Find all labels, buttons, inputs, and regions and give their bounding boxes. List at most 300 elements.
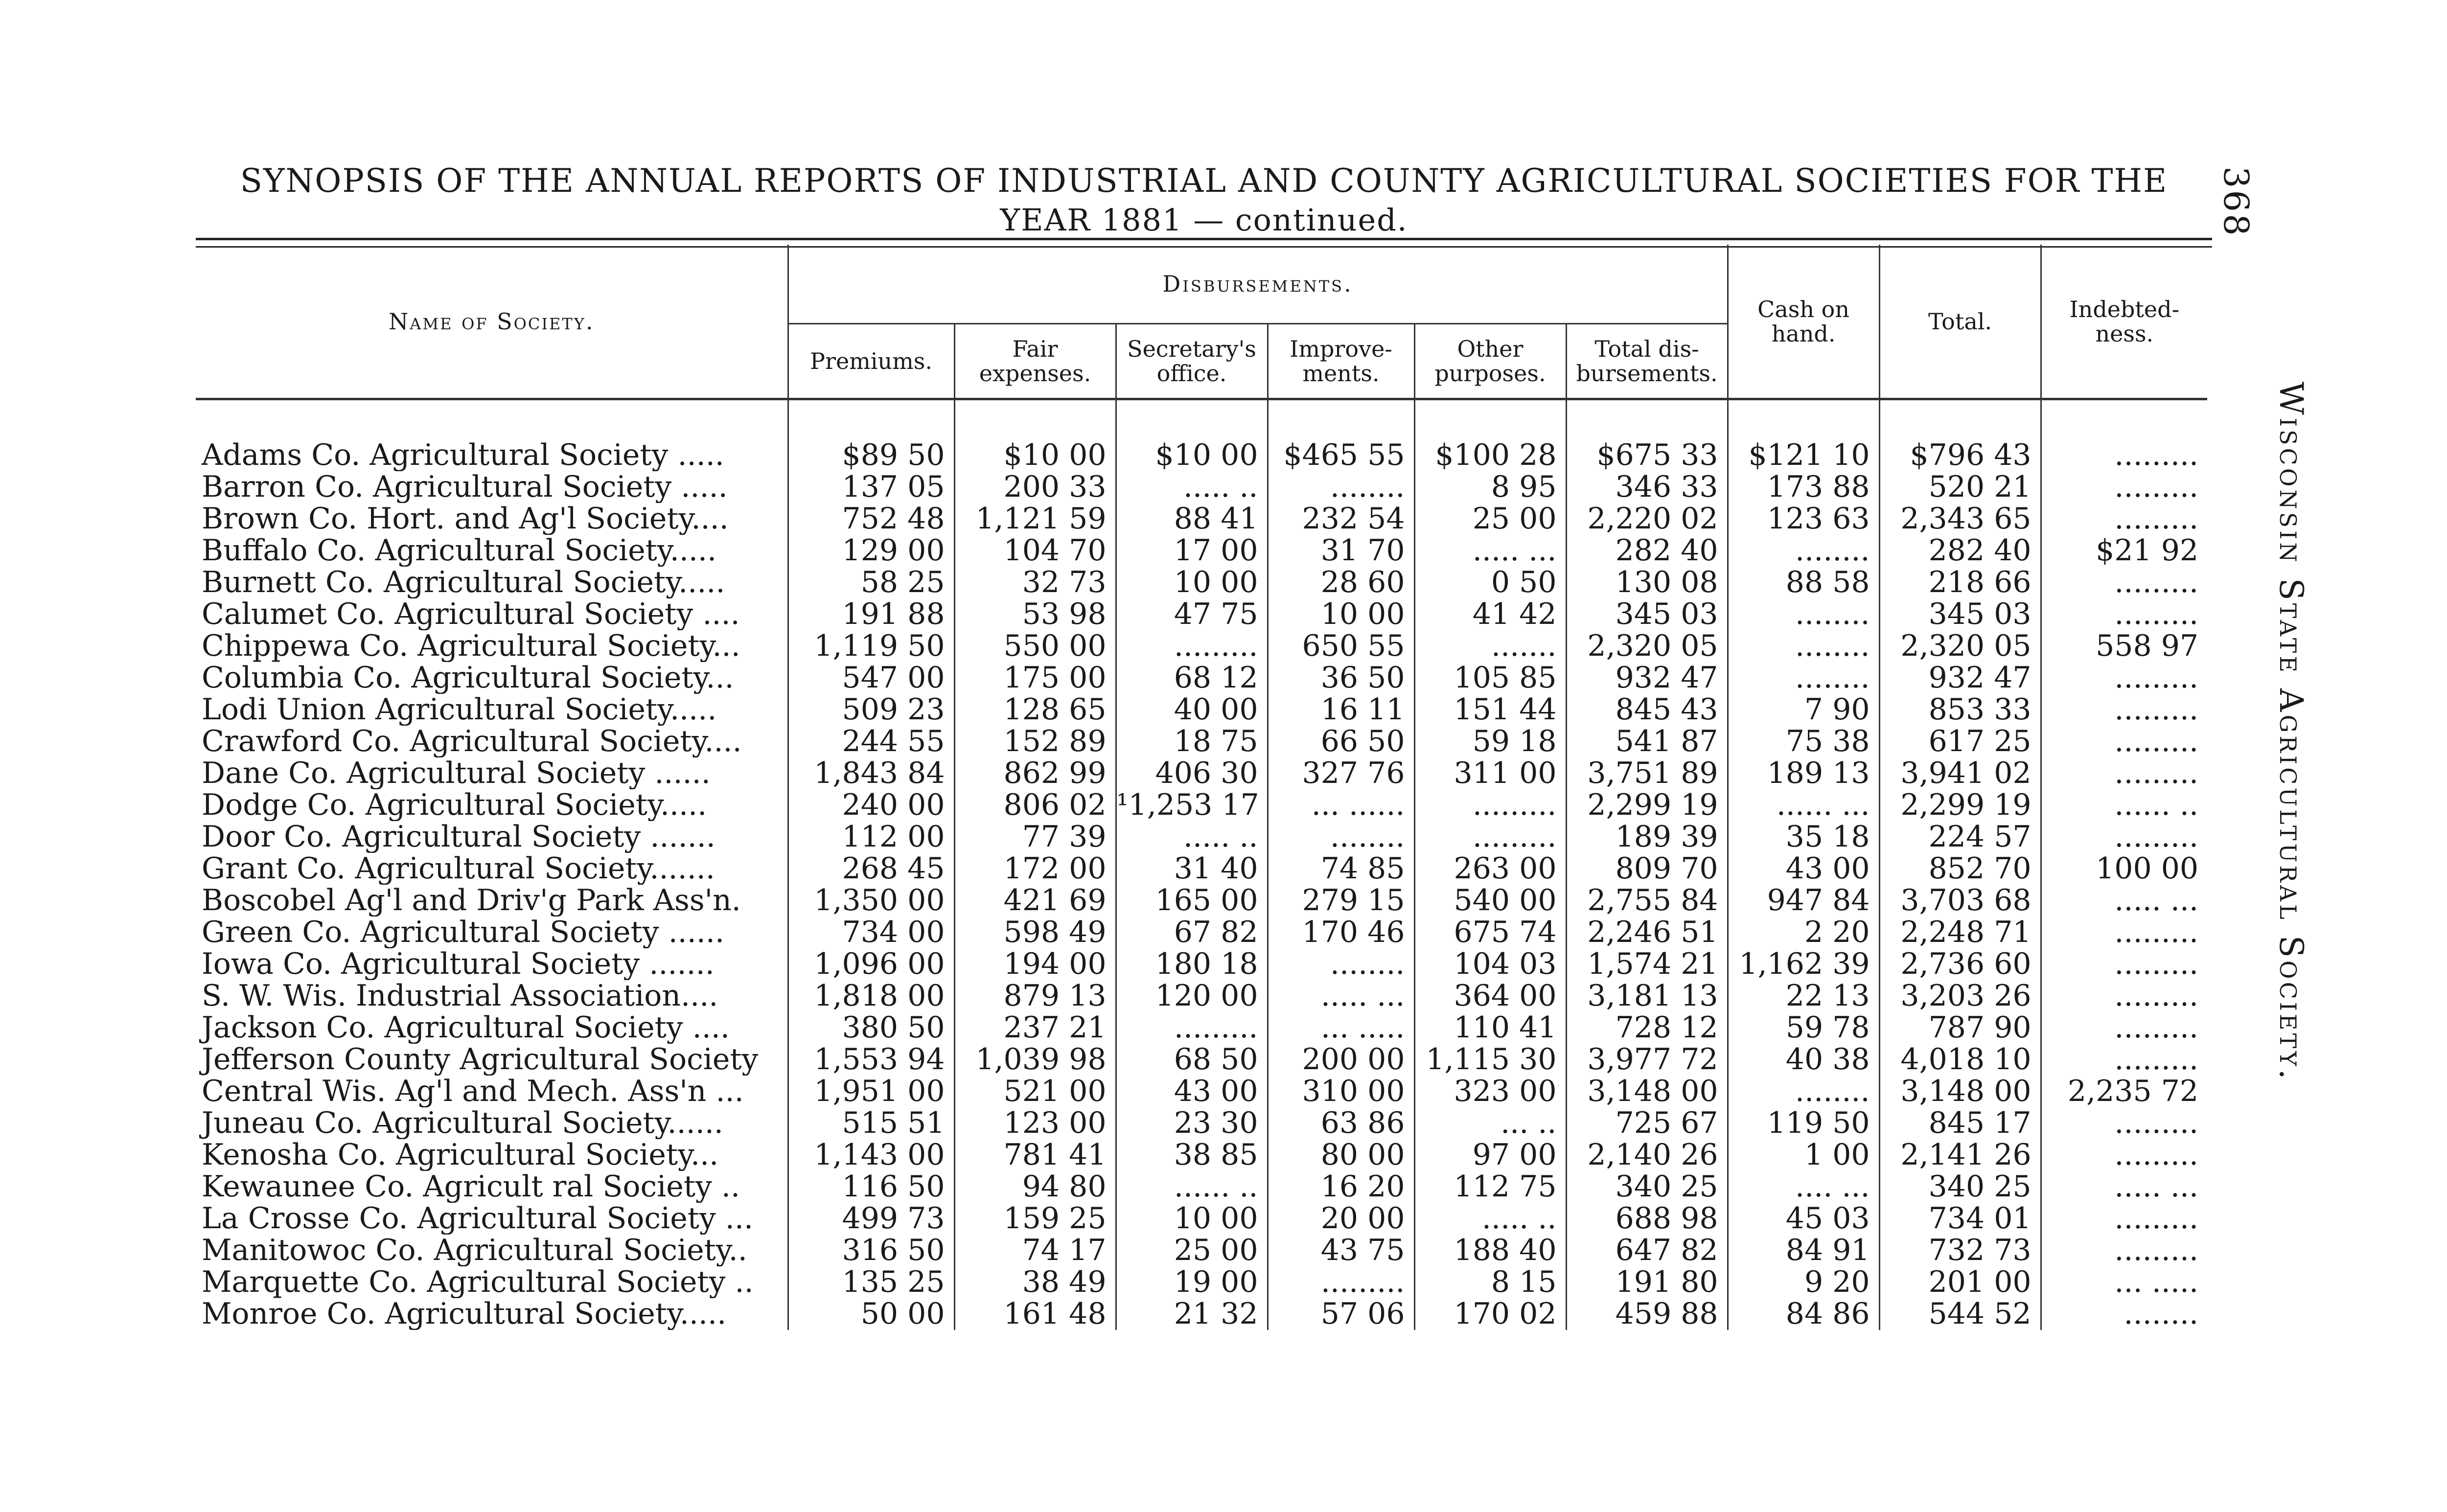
fair-expenses-cell: 1,121 59 bbox=[954, 503, 1116, 535]
fair-expenses-cell: 781 41 bbox=[954, 1139, 1116, 1171]
improvements-cell: ........ bbox=[1268, 821, 1414, 853]
secretary-office-cell: 67 82 bbox=[1116, 916, 1268, 948]
table-row bbox=[196, 399, 2207, 472]
indebtedness-cell: ......... bbox=[2041, 503, 2207, 535]
fair-expenses-cell: 550 00 bbox=[954, 630, 1116, 662]
society-name: S. W. Wis. Industrial Association.... bbox=[202, 980, 718, 1012]
improvements-cell: ........ bbox=[1268, 471, 1414, 503]
indebtedness-cell: ......... bbox=[2041, 1139, 2207, 1171]
cash-on-hand-cell: 9 20 bbox=[1728, 1266, 1879, 1298]
total-disbursements-cell: 340 25 bbox=[1566, 1171, 1728, 1203]
society-name: Chippewa Co. Agricultural Society... bbox=[202, 630, 740, 662]
fair-expenses-cell: 128 65 bbox=[954, 694, 1116, 726]
society-name: Dodge Co. Agricultural Society..... bbox=[202, 789, 707, 821]
cash-on-hand-cell: 84 86 bbox=[1728, 1298, 1879, 1330]
fair-expenses-cell: 200 33 bbox=[954, 471, 1116, 503]
total-disbursements-cell: 2,140 26 bbox=[1566, 1139, 1728, 1171]
indebtedness-cell: 100 00 bbox=[2041, 853, 2207, 885]
total-disbursements-cell: 3,181 13 bbox=[1566, 980, 1728, 1012]
secretary-office-cell: ..... .. bbox=[1116, 821, 1268, 853]
other-purposes-cell: 8 95 bbox=[1414, 471, 1566, 503]
table-row bbox=[196, 1139, 2207, 1171]
fair-expenses-cell: 38 49 bbox=[954, 1266, 1116, 1298]
total-disbursements-cell: 932 47 bbox=[1566, 662, 1728, 694]
total-cell: 2,248 71 bbox=[1879, 916, 2041, 948]
fair-expenses-cell: 421 69 bbox=[954, 885, 1116, 916]
secretary-office-cell: 40 00 bbox=[1116, 694, 1268, 726]
total-cell: 852 70 bbox=[1879, 853, 2041, 885]
table-row bbox=[196, 726, 2207, 757]
premiums-cell: 50 00 bbox=[788, 1298, 954, 1330]
total-cell: 2,343 65 bbox=[1879, 503, 2041, 535]
total-cell: 2,141 26 bbox=[1879, 1139, 2041, 1171]
total-disbursements-cell: $675 33 bbox=[1566, 399, 1728, 472]
premiums-cell: 1,350 00 bbox=[788, 885, 954, 916]
improvements-cell: 80 00 bbox=[1268, 1139, 1414, 1171]
indebtedness-cell: 558 97 bbox=[2041, 630, 2207, 662]
cash-on-hand-header: Cash on hand. bbox=[1728, 245, 1879, 399]
total-cell: 3,203 26 bbox=[1879, 980, 2041, 1012]
cash-on-hand-cell: 43 00 bbox=[1728, 853, 1879, 885]
improvements-cell: 31 70 bbox=[1268, 535, 1414, 567]
total-cell: 340 25 bbox=[1879, 1171, 2041, 1203]
page-number: 368 bbox=[2216, 166, 2256, 238]
cash-on-hand-cell: ........ bbox=[1728, 598, 1879, 630]
improvements-cell: ... ..... bbox=[1268, 1012, 1414, 1044]
table-row bbox=[196, 789, 2207, 821]
other-purposes-cell: 311 00 bbox=[1414, 757, 1566, 789]
table-row bbox=[196, 1107, 2207, 1139]
indebtedness-cell: ...... .. bbox=[2041, 789, 2207, 821]
improvements-cell: 66 50 bbox=[1268, 726, 1414, 757]
premiums-cell: 1,553 94 bbox=[788, 1044, 954, 1076]
secretary-office-cell: 68 50 bbox=[1116, 1044, 1268, 1076]
indebtedness-cell: 2,235 72 bbox=[2041, 1076, 2207, 1107]
fair-expenses-cell: 152 89 bbox=[954, 726, 1116, 757]
total-disbursements-cell: 2,246 51 bbox=[1566, 916, 1728, 948]
indebtedness-header: Indebted-ness. bbox=[2041, 245, 2207, 399]
indebtedness-cell: ......... bbox=[2041, 662, 2207, 694]
cash-on-hand-cell: ........ bbox=[1728, 630, 1879, 662]
premiums-cell: 116 50 bbox=[788, 1171, 954, 1203]
society-name: Central Wis. Ag'l and Mech. Ass'n ... bbox=[202, 1076, 744, 1107]
premiums-cell: 240 00 bbox=[788, 789, 954, 821]
improvements-cell: 36 50 bbox=[1268, 662, 1414, 694]
fair-expenses-cell: 1,039 98 bbox=[954, 1044, 1116, 1076]
society-name: Lodi Union Agricultural Society..... bbox=[202, 694, 717, 726]
improvements-cell: 10 00 bbox=[1268, 598, 1414, 630]
improvements-header: Improve-ments. bbox=[1268, 324, 1414, 399]
secretary-office-cell: 88 41 bbox=[1116, 503, 1268, 535]
total-header: Total. bbox=[1879, 245, 2041, 399]
fair-expenses-cell: 598 49 bbox=[954, 916, 1116, 948]
other-purposes-cell: 540 00 bbox=[1414, 885, 1566, 916]
cash-on-hand-cell: ........ bbox=[1728, 1076, 1879, 1107]
society-name: Kewaunee Co. Agricult ral Society .. bbox=[202, 1171, 740, 1203]
premiums-cell: 191 88 bbox=[788, 598, 954, 630]
improvements-cell: 232 54 bbox=[1268, 503, 1414, 535]
improvements-cell: ........ bbox=[1268, 948, 1414, 980]
running-head: Wisconsin State Agricultural Society. bbox=[2272, 382, 2310, 1082]
society-name: Brown Co. Hort. and Ag'l Society.... bbox=[202, 503, 729, 535]
total-cell: 4,018 10 bbox=[1879, 1044, 2041, 1076]
total-disbursements-cell: 2,755 84 bbox=[1566, 885, 1728, 916]
other-purposes-cell: ..... ... bbox=[1414, 535, 1566, 567]
cash-on-hand-cell: 2 20 bbox=[1728, 916, 1879, 948]
society-name: Grant Co. Agricultural Society....... bbox=[202, 853, 715, 885]
table-body bbox=[196, 399, 2207, 1330]
premiums-cell: 1,843 84 bbox=[788, 757, 954, 789]
table-row bbox=[196, 471, 2207, 503]
indebtedness-cell: ... ..... bbox=[2041, 1266, 2207, 1298]
total-disbursements-cell: 191 80 bbox=[1566, 1266, 1728, 1298]
total-cell: 201 00 bbox=[1879, 1266, 2041, 1298]
other-purposes-cell: ..... .. bbox=[1414, 1203, 1566, 1235]
premiums-cell: 58 25 bbox=[788, 567, 954, 598]
cash-on-hand-cell: 75 38 bbox=[1728, 726, 1879, 757]
other-purposes-cell: 323 00 bbox=[1414, 1076, 1566, 1107]
indebtedness-cell: ......... bbox=[2041, 1012, 2207, 1044]
society-name: Jefferson County Agricultural Society bbox=[202, 1044, 759, 1076]
table-row bbox=[196, 980, 2207, 1012]
premiums-cell: 509 23 bbox=[788, 694, 954, 726]
total-disbursements-cell: 2,299 19 bbox=[1566, 789, 1728, 821]
indebtedness-cell: ......... bbox=[2041, 598, 2207, 630]
cash-on-hand-cell: 119 50 bbox=[1728, 1107, 1879, 1139]
other-purposes-cell: $100 28 bbox=[1414, 399, 1566, 472]
fair-expenses-cell: 94 80 bbox=[954, 1171, 1116, 1203]
premiums-cell: 380 50 bbox=[788, 1012, 954, 1044]
improvements-cell: 63 86 bbox=[1268, 1107, 1414, 1139]
cash-on-hand-cell: 45 03 bbox=[1728, 1203, 1879, 1235]
other-purposes-cell: 1,115 30 bbox=[1414, 1044, 1566, 1076]
premiums-cell: 244 55 bbox=[788, 726, 954, 757]
other-purposes-cell: 8 15 bbox=[1414, 1266, 1566, 1298]
total-cell: 345 03 bbox=[1879, 598, 2041, 630]
cash-on-hand-cell: 40 38 bbox=[1728, 1044, 1879, 1076]
other-purposes-cell: 97 00 bbox=[1414, 1139, 1566, 1171]
total-disbursements-cell: 688 98 bbox=[1566, 1203, 1728, 1235]
table-row bbox=[196, 916, 2207, 948]
other-purposes-cell: 151 44 bbox=[1414, 694, 1566, 726]
secretary-office-cell: 10 00 bbox=[1116, 567, 1268, 598]
indebtedness-cell: ......... bbox=[2041, 1107, 2207, 1139]
fair-expenses-cell: 806 02 bbox=[954, 789, 1116, 821]
total-disbursements-cell: 845 43 bbox=[1566, 694, 1728, 726]
indebtedness-cell: ......... bbox=[2041, 821, 2207, 853]
cash-on-hand-cell: .... ... bbox=[1728, 1171, 1879, 1203]
society-name: Kenosha Co. Agricultural Society... bbox=[202, 1139, 719, 1171]
table-row bbox=[196, 503, 2207, 535]
society-name: Columbia Co. Agricultural Society... bbox=[202, 662, 734, 694]
total-disbursements-cell: 541 87 bbox=[1566, 726, 1728, 757]
premiums-cell: 1,096 00 bbox=[788, 948, 954, 980]
society-name: Manitowoc Co. Agricultural Society.. bbox=[202, 1235, 747, 1266]
other-purposes-cell: 170 02 bbox=[1414, 1298, 1566, 1330]
cash-on-hand-cell: ........ bbox=[1728, 535, 1879, 567]
society-name: Boscobel Ag'l and Driv'g Park Ass'n. bbox=[202, 885, 741, 916]
other-purposes-cell: 25 00 bbox=[1414, 503, 1566, 535]
total-disbursements-cell: 809 70 bbox=[1566, 853, 1728, 885]
table-row bbox=[196, 1266, 2207, 1298]
table-row bbox=[196, 1044, 2207, 1076]
other-purposes-cell: 59 18 bbox=[1414, 726, 1566, 757]
improvements-cell: 16 20 bbox=[1268, 1171, 1414, 1203]
improvements-cell: 57 06 bbox=[1268, 1298, 1414, 1330]
total-disbursements-cell: 728 12 bbox=[1566, 1012, 1728, 1044]
secretary-office-cell: 406 30 bbox=[1116, 757, 1268, 789]
improvements-cell: 16 11 bbox=[1268, 694, 1414, 726]
table-row bbox=[196, 1012, 2207, 1044]
cash-on-hand-cell: 59 78 bbox=[1728, 1012, 1879, 1044]
improvements-cell: 200 00 bbox=[1268, 1044, 1414, 1076]
cash-on-hand-cell: 35 18 bbox=[1728, 821, 1879, 853]
fair-expenses-cell: 161 48 bbox=[954, 1298, 1116, 1330]
secretary-office-cell: 25 00 bbox=[1116, 1235, 1268, 1266]
cash-on-hand-cell: 7 90 bbox=[1728, 694, 1879, 726]
total-cell: 3,941 02 bbox=[1879, 757, 2041, 789]
premiums-cell: 752 48 bbox=[788, 503, 954, 535]
table-row bbox=[196, 885, 2207, 916]
name-of-society-header: Name of Society. bbox=[196, 245, 788, 399]
total-cell: 732 73 bbox=[1879, 1235, 2041, 1266]
total-cell: 617 25 bbox=[1879, 726, 2041, 757]
total-disbursements-cell: 189 39 bbox=[1566, 821, 1728, 853]
cash-on-hand-cell: $121 10 bbox=[1728, 399, 1879, 472]
indebtedness-cell: ......... bbox=[2041, 471, 2207, 503]
premiums-cell: 129 00 bbox=[788, 535, 954, 567]
table-row bbox=[196, 1203, 2207, 1235]
cash-on-hand-cell: 189 13 bbox=[1728, 757, 1879, 789]
cash-on-hand-cell: 84 91 bbox=[1728, 1235, 1879, 1266]
title-line-1: SYNOPSIS OF THE ANNUAL REPORTS OF INDUSTRIAL AND COUNTY AGRICULTURAL SOCIETIES FOR THE bbox=[240, 162, 2168, 200]
fair-expenses-cell: 123 00 bbox=[954, 1107, 1116, 1139]
improvements-cell: ......... bbox=[1268, 1266, 1414, 1298]
total-disbursements-cell: 3,148 00 bbox=[1566, 1076, 1728, 1107]
fair-expenses-cell: 74 17 bbox=[954, 1235, 1116, 1266]
other-purposes-cell: ......... bbox=[1414, 789, 1566, 821]
fair-expenses-cell: 77 39 bbox=[954, 821, 1116, 853]
improvements-cell: 20 00 bbox=[1268, 1203, 1414, 1235]
society-name: Adams Co. Agricultural Society ..... bbox=[202, 438, 724, 471]
total-cell: $796 43 bbox=[1879, 399, 2041, 472]
premiums-cell: 137 05 bbox=[788, 471, 954, 503]
fair-expenses-cell: 53 98 bbox=[954, 598, 1116, 630]
secretary-office-cell: ......... bbox=[1116, 1012, 1268, 1044]
other-purposes-cell: 41 42 bbox=[1414, 598, 1566, 630]
synopsis-table bbox=[196, 245, 2207, 1330]
premiums-cell: 1,818 00 bbox=[788, 980, 954, 1012]
society-name: Juneau Co. Agricultural Society...... bbox=[202, 1107, 723, 1139]
total-cell: 282 40 bbox=[1879, 535, 2041, 567]
total-disbursements-cell: 3,751 89 bbox=[1566, 757, 1728, 789]
secretary-office-cell: 47 75 bbox=[1116, 598, 1268, 630]
secretary-office-cell: 43 00 bbox=[1116, 1076, 1268, 1107]
secretary-office-cell: $10 00 bbox=[1116, 399, 1268, 472]
total-disbursements-cell: 345 03 bbox=[1566, 598, 1728, 630]
total-cell: 2,736 60 bbox=[1879, 948, 2041, 980]
table-row bbox=[196, 1171, 2207, 1203]
improvements-cell: ... ...... bbox=[1268, 789, 1414, 821]
other-purposes-cell: ......... bbox=[1414, 821, 1566, 853]
cash-on-hand-cell: 173 88 bbox=[1728, 471, 1879, 503]
indebtedness-cell: ......... bbox=[2041, 399, 2207, 472]
total-disbursements-cell: 647 82 bbox=[1566, 1235, 1728, 1266]
improvements-cell: 28 60 bbox=[1268, 567, 1414, 598]
fair-expenses-cell: 194 00 bbox=[954, 948, 1116, 980]
page-title bbox=[176, 161, 2232, 240]
total-cell: 932 47 bbox=[1879, 662, 2041, 694]
total-disbursements-cell: 282 40 bbox=[1566, 535, 1728, 567]
society-name: Calumet Co. Agricultural Society .... bbox=[202, 598, 740, 630]
table-row bbox=[196, 662, 2207, 694]
secretary-office-header: Secretary's office. bbox=[1116, 324, 1268, 399]
secretary-office-cell: 17 00 bbox=[1116, 535, 1268, 567]
total-disbursements-cell: 346 33 bbox=[1566, 471, 1728, 503]
other-purposes-cell: ....... bbox=[1414, 630, 1566, 662]
total-disbursements-cell: 2,220 02 bbox=[1566, 503, 1728, 535]
total-cell: 845 17 bbox=[1879, 1107, 2041, 1139]
secretary-office-cell: ...... .. bbox=[1116, 1171, 1268, 1203]
table-row bbox=[196, 630, 2207, 662]
secretary-office-cell: ¹1,253 17 bbox=[1116, 789, 1268, 821]
indebtedness-cell: ......... bbox=[2041, 948, 2207, 980]
secretary-office-cell: ..... .. bbox=[1116, 471, 1268, 503]
cash-on-hand-cell: ...... ... bbox=[1728, 789, 1879, 821]
disbursements-header: Disbursements. bbox=[788, 245, 1728, 324]
premiums-cell: 135 25 bbox=[788, 1266, 954, 1298]
total-cell: 224 57 bbox=[1879, 821, 2041, 853]
society-name: Burnett Co. Agricultural Society..... bbox=[202, 567, 725, 598]
improvements-cell: $465 55 bbox=[1268, 399, 1414, 472]
secretary-office-cell: 10 00 bbox=[1116, 1203, 1268, 1235]
other-purposes-cell: 188 40 bbox=[1414, 1235, 1566, 1266]
premiums-cell: 1,951 00 bbox=[788, 1076, 954, 1107]
premiums-cell: $89 50 bbox=[788, 399, 954, 472]
other-purposes-cell: 0 50 bbox=[1414, 567, 1566, 598]
secretary-office-cell: 19 00 bbox=[1116, 1266, 1268, 1298]
premiums-cell: 515 51 bbox=[788, 1107, 954, 1139]
other-purposes-cell: ... .. bbox=[1414, 1107, 1566, 1139]
cash-on-hand-cell: 22 13 bbox=[1728, 980, 1879, 1012]
society-name: Barron Co. Agricultural Society ..... bbox=[202, 471, 728, 503]
fair-expenses-cell: 237 21 bbox=[954, 1012, 1116, 1044]
secretary-office-cell: 180 18 bbox=[1116, 948, 1268, 980]
total-cell: 218 66 bbox=[1879, 567, 2041, 598]
secretary-office-cell: 31 40 bbox=[1116, 853, 1268, 885]
fair-expenses-cell: 32 73 bbox=[954, 567, 1116, 598]
cash-on-hand-cell: 1,162 39 bbox=[1728, 948, 1879, 980]
total-cell: 2,299 19 bbox=[1879, 789, 2041, 821]
society-name: Monroe Co. Agricultural Society..... bbox=[202, 1298, 727, 1330]
improvements-cell: 170 46 bbox=[1268, 916, 1414, 948]
table-row bbox=[196, 948, 2207, 980]
total-disbursements-cell: 2,320 05 bbox=[1566, 630, 1728, 662]
table-row bbox=[196, 853, 2207, 885]
table-row bbox=[196, 1076, 2207, 1107]
indebtedness-cell: ......... bbox=[2041, 1203, 2207, 1235]
table-row bbox=[196, 598, 2207, 630]
other-purposes-cell: 263 00 bbox=[1414, 853, 1566, 885]
premiums-cell: 547 00 bbox=[788, 662, 954, 694]
premiums-cell: 1,143 00 bbox=[788, 1139, 954, 1171]
cash-on-hand-cell: 1 00 bbox=[1728, 1139, 1879, 1171]
other-purposes-cell: 105 85 bbox=[1414, 662, 1566, 694]
indebtedness-cell: ......... bbox=[2041, 980, 2207, 1012]
cash-on-hand-cell: 123 63 bbox=[1728, 503, 1879, 535]
fair-expenses-cell: 175 00 bbox=[954, 662, 1116, 694]
total-cell: 2,320 05 bbox=[1879, 630, 2041, 662]
total-cell: 3,703 68 bbox=[1879, 885, 2041, 916]
premiums-cell: 112 00 bbox=[788, 821, 954, 853]
secretary-office-cell: 21 32 bbox=[1116, 1298, 1268, 1330]
improvements-cell: 310 00 bbox=[1268, 1076, 1414, 1107]
cash-on-hand-cell: 947 84 bbox=[1728, 885, 1879, 916]
fair-expenses-cell: 104 70 bbox=[954, 535, 1116, 567]
indebtedness-cell: ......... bbox=[2041, 1044, 2207, 1076]
society-name: Jackson Co. Agricultural Society .... bbox=[202, 1012, 730, 1044]
total-cell: 544 52 bbox=[1879, 1298, 2041, 1330]
fair-expenses-cell: 862 99 bbox=[954, 757, 1116, 789]
society-name: Green Co. Agricultural Society ...... bbox=[202, 916, 725, 948]
improvements-cell: 74 85 bbox=[1268, 853, 1414, 885]
improvements-cell: ..... ... bbox=[1268, 980, 1414, 1012]
fair-expenses-cell: $10 00 bbox=[954, 399, 1116, 472]
society-name: Dane Co. Agricultural Society ...... bbox=[202, 757, 711, 789]
table-row bbox=[196, 535, 2207, 567]
society-name: Door Co. Agricultural Society ....... bbox=[202, 821, 716, 853]
indebtedness-cell: $21 92 bbox=[2041, 535, 2207, 567]
premiums-cell: 499 73 bbox=[788, 1203, 954, 1235]
other-purposes-cell: 364 00 bbox=[1414, 980, 1566, 1012]
total-cell: 520 21 bbox=[1879, 471, 2041, 503]
indebtedness-cell: ......... bbox=[2041, 726, 2207, 757]
total-cell: 3,148 00 bbox=[1879, 1076, 2041, 1107]
total-disbursements-cell: 725 67 bbox=[1566, 1107, 1728, 1139]
total-disbursements-cell: 3,977 72 bbox=[1566, 1044, 1728, 1076]
secretary-office-cell: 38 85 bbox=[1116, 1139, 1268, 1171]
indebtedness-cell: ......... bbox=[2041, 1235, 2207, 1266]
other-purposes-header: Other purposes. bbox=[1414, 324, 1566, 399]
title-line-2: YEAR 1881 — continued. bbox=[1000, 202, 1408, 238]
premiums-cell: 734 00 bbox=[788, 916, 954, 948]
fair-expenses-header: Fair expenses. bbox=[954, 324, 1116, 399]
table-row bbox=[196, 567, 2207, 598]
society-name: Crawford Co. Agricultural Society.... bbox=[202, 726, 742, 757]
fair-expenses-cell: 172 00 bbox=[954, 853, 1116, 885]
table-row bbox=[196, 1235, 2207, 1266]
total-disbursements-cell: 1,574 21 bbox=[1566, 948, 1728, 980]
secretary-office-cell: 18 75 bbox=[1116, 726, 1268, 757]
premiums-cell: 1,119 50 bbox=[788, 630, 954, 662]
improvements-cell: 650 55 bbox=[1268, 630, 1414, 662]
improvements-cell: 43 75 bbox=[1268, 1235, 1414, 1266]
total-disbursements-cell: 459 88 bbox=[1566, 1298, 1728, 1330]
society-name: Marquette Co. Agricultural Society .. bbox=[202, 1266, 754, 1298]
indebtedness-cell: ......... bbox=[2041, 694, 2207, 726]
secretary-office-cell: 68 12 bbox=[1116, 662, 1268, 694]
improvements-cell: 327 76 bbox=[1268, 757, 1414, 789]
premiums-cell: 268 45 bbox=[788, 853, 954, 885]
fair-expenses-cell: 159 25 bbox=[954, 1203, 1116, 1235]
improvements-cell: 279 15 bbox=[1268, 885, 1414, 916]
society-name: La Crosse Co. Agricultural Society ... bbox=[202, 1203, 754, 1235]
indebtedness-cell: ......... bbox=[2041, 757, 2207, 789]
indebtedness-cell: ......... bbox=[2041, 567, 2207, 598]
table-row bbox=[196, 1298, 2207, 1330]
fair-expenses-cell: 879 13 bbox=[954, 980, 1116, 1012]
indebtedness-cell: ..... ... bbox=[2041, 1171, 2207, 1203]
